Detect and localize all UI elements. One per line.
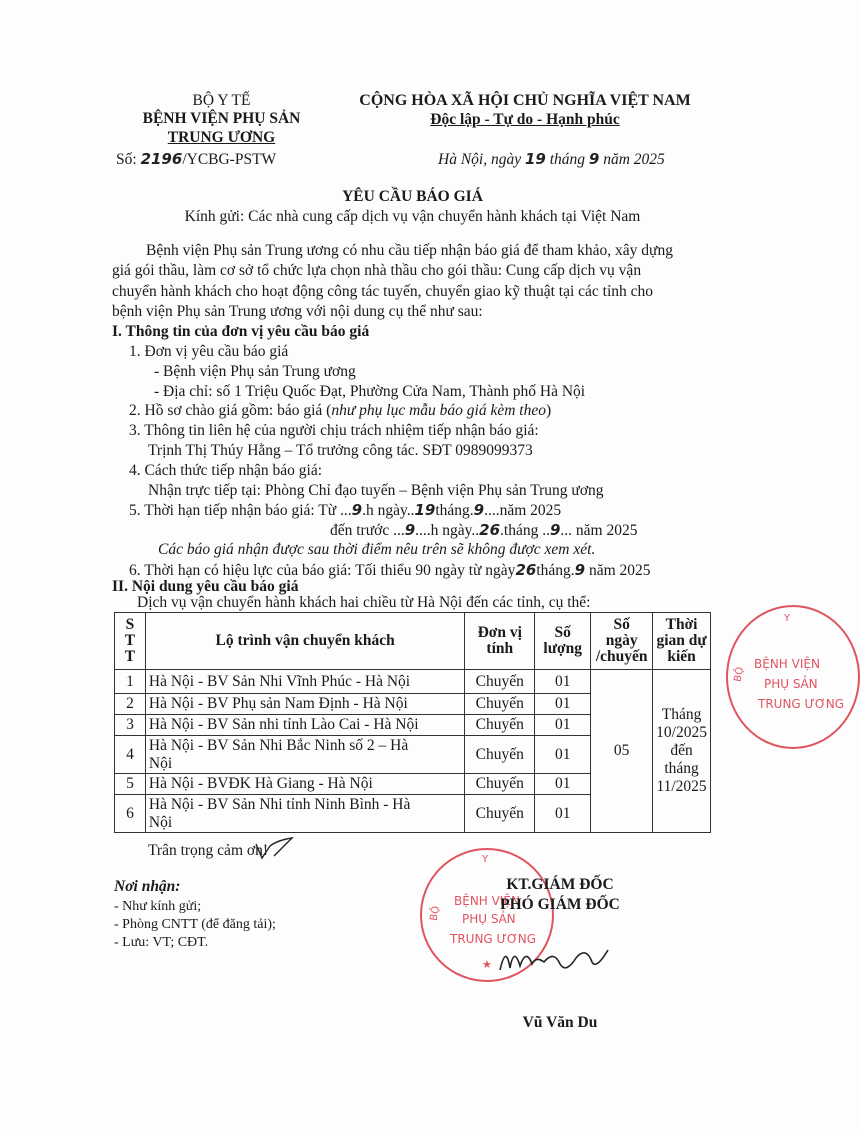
issue-date-month: 9 xyxy=(588,150,600,168)
issue-date-day: 19 xyxy=(524,150,546,168)
section-1-item-1b: - Địa chỉ: số 1 Triệu Quốc Đạt, Phường Cửa Nam, Thành phố Hà Nội xyxy=(154,383,586,400)
header-route: Lộ trình vận chuyển khách xyxy=(145,613,464,670)
item-5-to-day: 26 xyxy=(479,521,501,539)
item-5-from-day: 19 xyxy=(414,501,436,519)
section-1-item-2-italic: như phụ lục mẫu báo giá kèm theo xyxy=(331,402,546,419)
seal-letter-top: Y xyxy=(482,854,489,865)
country-name: CỘNG HÒA XÃ HỘI CHỦ NGHĨA VIỆT NAM xyxy=(359,92,691,109)
expected-time-1: Tháng xyxy=(661,706,702,723)
section-1-item-4: 4. Cách thức tiếp nhận báo giá: xyxy=(129,462,323,479)
row-2-stt: 2 xyxy=(115,694,146,715)
row-2-unit: Chuyến xyxy=(465,694,535,715)
header-stt-1: S xyxy=(125,615,135,633)
row-6-stt: 6 xyxy=(115,795,146,833)
section-1-item-3: 3. Thông tin liên hệ của người chịu trách nhiệm tiếp nhận báo giá: xyxy=(129,422,539,439)
row-6-qty: 01 xyxy=(535,795,591,833)
row-4-route-line2: Nội xyxy=(148,754,173,772)
item-6-month: 9 xyxy=(574,561,586,579)
section-1-heading: I. Thông tin của đơn vị yêu cầu báo giá xyxy=(112,323,370,340)
item-5-to-day-label: ....h ngày.. xyxy=(415,522,480,539)
row-1-qty: 01 xyxy=(535,670,591,694)
header-time-1: Thời xyxy=(665,615,698,633)
header-days-3: /chuyến xyxy=(595,648,648,666)
signer-name: Vũ Văn Du xyxy=(522,1014,598,1031)
side-seal xyxy=(726,605,860,749)
item-6-month-label: tháng. xyxy=(536,562,575,579)
row-1-stt: 1 xyxy=(115,670,146,694)
national-motto-text: Độc lập - Tự do - Hạnh phúc xyxy=(430,111,620,128)
row-6-route xyxy=(145,795,464,833)
seal-letter-side: BỘ xyxy=(428,905,443,922)
row-1-unit: Chuyến xyxy=(465,670,535,694)
item-5-from-day-label: .h ngày.. xyxy=(362,502,415,519)
item-5-to-label: đến trước ... xyxy=(330,522,405,539)
handwritten-signature xyxy=(496,940,616,985)
document-title: YÊU CẦU BÁO GIÁ xyxy=(342,188,483,205)
expected-time-cell xyxy=(653,670,711,833)
side-seal-text-2: PHỤ SẢN xyxy=(764,677,818,691)
item-5-from-label: 5. Thời hạn tiếp nhận báo giá: Từ ... xyxy=(129,502,352,519)
header-stt xyxy=(115,613,146,670)
section-1-item-3-contact: Trịnh Thị Thúy Hằng – Tổ trưởng công tác. SĐT 0989099373 xyxy=(148,442,533,459)
header-unit-2: tính xyxy=(486,640,514,657)
row-4-route xyxy=(145,736,464,774)
section-1-item-2 xyxy=(129,402,551,420)
issue-date-month-label: tháng xyxy=(549,151,586,168)
closing-thanks: Trân trọng cảm ơn! xyxy=(148,842,268,859)
recipient-item-3: - Lưu: VT; CĐT. xyxy=(114,935,209,950)
header-time xyxy=(653,613,711,670)
side-seal-letter-side: BỘ xyxy=(732,666,747,683)
seal-star-icon: ★ xyxy=(482,958,492,971)
side-seal-text-3: TRUNG ƯƠNG xyxy=(758,697,845,711)
item-5-to-month: 9 xyxy=(549,521,561,539)
row-3-unit: Chuyến xyxy=(465,715,535,736)
table-row xyxy=(115,670,711,694)
item-5-from-hour: 9 xyxy=(351,501,363,519)
closing-flourish xyxy=(252,834,312,864)
section-1-item-4-detail: Nhận trực tiếp tại: Phòng Chỉ đạo tuyến – Bệnh viện Phụ sản Trung ương xyxy=(148,482,604,499)
item-5-to-month-label: .tháng .. xyxy=(500,522,550,539)
header-time-3: kiến xyxy=(667,648,696,666)
recipient-line: Kính gửi: Các nhà cung cấp dịch vụ vận chuyển hành khách tại Việt Nam xyxy=(184,208,641,225)
hospital-name-line2-text: TRUNG ƯƠNG xyxy=(167,129,276,146)
signature-on-behalf: KT.GIÁM ĐỐC xyxy=(506,876,614,893)
header-stt-3: T xyxy=(124,648,136,666)
document-number-suffix: /YCBG-PSTW xyxy=(182,151,277,168)
ministry-name: BỘ Y TẾ xyxy=(192,92,251,109)
header-stt-2: T xyxy=(124,631,136,649)
section-2-heading: II. Nội dung yêu cầu báo giá xyxy=(112,578,299,595)
document-number-handwritten: 2196 xyxy=(140,150,183,168)
table-header-row xyxy=(115,613,711,670)
section-1-item-5-to xyxy=(330,521,637,540)
section-1-item-2-suffix: ) xyxy=(546,402,552,419)
row-1-route: Hà Nội - BV Sản Nhi Vĩnh Phúc - Hà Nội xyxy=(145,670,464,694)
header-qty-2: lượng xyxy=(543,640,582,657)
item-6-day: 26 xyxy=(515,561,537,579)
row-5-route: Hà Nội - BVĐK Hà Giang - Hà Nội xyxy=(145,774,464,795)
issue-date-year: năm 2025 xyxy=(603,151,665,168)
row-4-qty: 01 xyxy=(535,736,591,774)
quote-request-table xyxy=(114,612,711,833)
hospital-name-line2 xyxy=(114,129,329,147)
intro-line-1: Bệnh viện Phụ sản Trung ương có nhu cầu tiếp nhận báo giá để tham khảo, xây dựng xyxy=(146,242,673,259)
row-6-route-line1: Hà Nội - BV Sản Nhi tỉnh Ninh Bình - Hà xyxy=(148,796,411,814)
issue-date-prefix: Hà Nội, ngày xyxy=(438,151,522,168)
recipients-heading: Nơi nhận: xyxy=(114,878,181,895)
row-5-qty: 01 xyxy=(535,774,591,795)
section-1-item-1: 1. Đơn vị yêu cầu báo giá xyxy=(129,343,289,360)
row-3-route: Hà Nội - BV Sản nhi tỉnh Lào Cai - Hà Nội xyxy=(145,715,464,736)
signature-position: PHÓ GIÁM ĐỐC xyxy=(500,896,620,913)
row-5-unit: Chuyến xyxy=(465,774,535,795)
section-1-item-2-prefix: 2. Hồ sơ chào giá gồm: báo giá ( xyxy=(129,402,332,419)
row-4-stt: 4 xyxy=(115,736,146,774)
side-seal-text-1: BỆNH VIỆN xyxy=(754,657,820,671)
document-number-prefix: Số: xyxy=(116,151,137,168)
seal-text-1: BỆNH VIỆN xyxy=(454,894,520,908)
row-4-route-line1: Hà Nội - BV Sản Nhi Bắc Ninh số 2 – Hà xyxy=(148,737,409,755)
header-days-2: ngày xyxy=(605,631,638,649)
item-5-to-hour: 9 xyxy=(404,521,416,539)
header-quantity xyxy=(535,613,591,670)
item-5-to-year: ... năm 2025 xyxy=(560,522,638,539)
header-qty-1: Số xyxy=(554,623,571,641)
row-2-route: Hà Nội - BV Phụ sản Nam Định - Hà Nội xyxy=(145,694,464,715)
row-5-stt: 5 xyxy=(115,774,146,795)
item-6-year: năm 2025 xyxy=(585,562,651,579)
section-1-item-5-note: Các báo giá nhận được sau thời điểm nêu trên sẽ không được xem xét. xyxy=(158,541,596,558)
header-unit-1: Đơn vị xyxy=(477,623,522,641)
expected-time-3: đến xyxy=(670,742,693,759)
section-1-item-5-from xyxy=(129,501,561,520)
header-days-1: Số xyxy=(613,615,630,633)
intro-line-4: bệnh viện Phụ sản Trung ương với nội dung cụ thể như sau: xyxy=(112,303,483,320)
section-2-description: Dịch vụ vận chuyển hành khách hai chiều từ Hà Nội đến các tỉnh, cụ thể: xyxy=(137,594,591,611)
section-1-item-1a: - Bệnh viện Phụ sản Trung ương xyxy=(154,363,356,380)
row-3-qty: 01 xyxy=(535,715,591,736)
document-number xyxy=(116,150,276,169)
seal-text-2: PHỤ SẢN xyxy=(462,912,516,926)
issue-date xyxy=(438,150,665,169)
recipient-item-2: - Phòng CNTT (để đăng tải); xyxy=(114,917,276,932)
intro-line-2: giá gói thầu, làm cơ sở tổ chức lựa chọn nhà thầu cho gói thầu: Cung cấp dịch vụ vận xyxy=(112,262,642,279)
item-5-from-year: ....năm 2025 xyxy=(484,502,562,519)
hospital-name-line1: BỆNH VIỆN PHỤ SẢN xyxy=(142,110,301,127)
expected-time-5: 11/2025 xyxy=(656,778,707,795)
recipient-item-1: - Như kính gửi; xyxy=(114,899,202,914)
item-5-from-month: 9 xyxy=(473,501,485,519)
expected-time-2: 10/2025 xyxy=(656,724,707,741)
row-6-route-line2: Nội xyxy=(148,813,173,831)
national-motto xyxy=(340,111,710,129)
item-5-from-month-label: tháng. xyxy=(435,502,474,519)
item-6-label: 6. Thời hạn có hiệu lực của báo giá: Tối thiểu 90 ngày từ ngày xyxy=(129,562,516,579)
header-days xyxy=(591,613,653,670)
row-4-unit: Chuyến xyxy=(465,736,535,774)
expected-time-4: tháng xyxy=(664,760,699,777)
row-3-stt: 3 xyxy=(115,715,146,736)
days-per-trip-cell: 05 xyxy=(591,670,653,833)
seal-text-3: TRUNG ƯƠNG xyxy=(450,932,537,946)
side-seal-letter-top: Y xyxy=(784,613,791,624)
row-6-unit: Chuyến xyxy=(465,795,535,833)
header-time-2: gian dự xyxy=(656,631,707,649)
header-unit xyxy=(465,613,535,670)
intro-line-3: chuyển hành khách cho hoạt động công tác tuyến, chuyển giao kỹ thuật tại các tỉnh cho xyxy=(112,283,654,300)
row-2-qty: 01 xyxy=(535,694,591,715)
